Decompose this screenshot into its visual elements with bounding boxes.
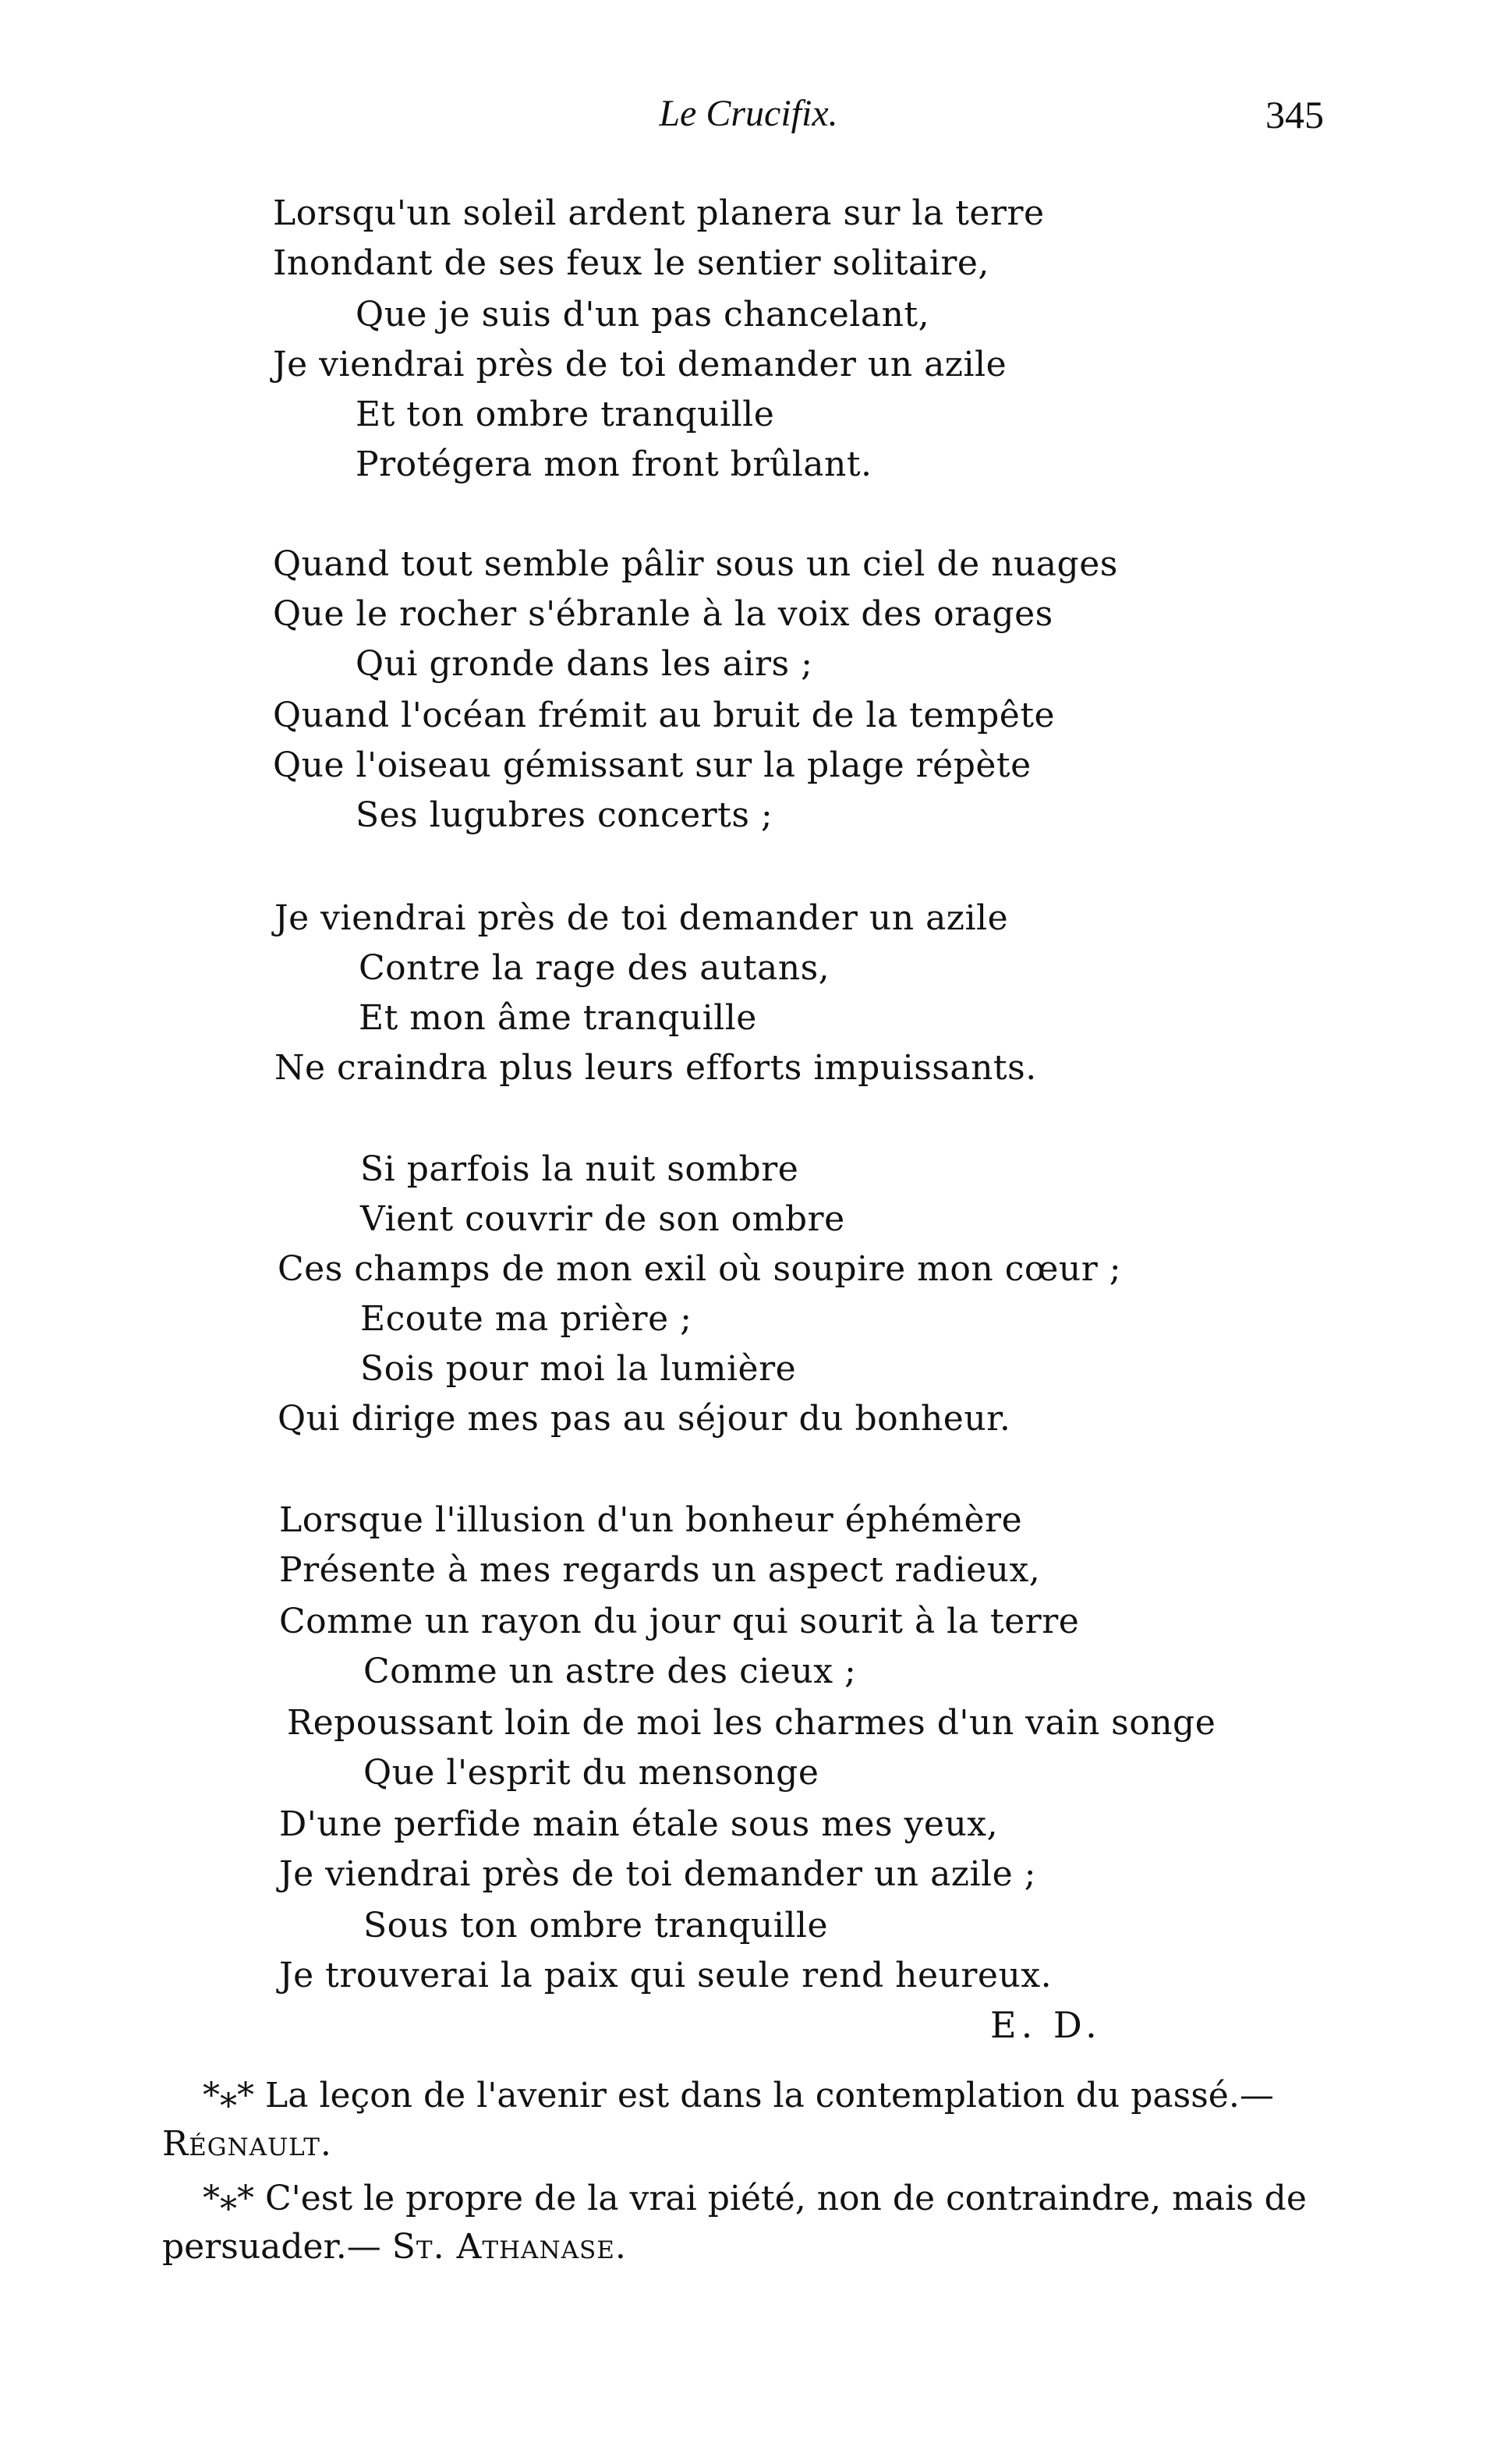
poem-line: Lorsque l'illusion d'un bonheur éphémère	[279, 1500, 1023, 1540]
poem-line: Que je suis d'un pas chancelant,	[356, 295, 930, 335]
poem-line: Ne craindra plus leurs efforts impuissants.	[274, 1048, 1037, 1088]
poem-line: Quand tout semble pâlir sous un ciel de nuages	[273, 544, 1118, 584]
poem-line: Et ton ombre tranquille	[356, 395, 775, 434]
poem-line: Je trouverai la paix qui seule rend heureux.	[279, 1956, 1053, 1995]
note-continuation	[162, 2224, 627, 2271]
poem-line: Que l'esprit du mensonge	[363, 1753, 819, 1793]
note-text: persuader.—	[162, 2227, 381, 2267]
poem-line: Ses lugubres concerts ;	[356, 795, 773, 835]
poem-line: Ces champs de mon exil où soupire mon cœur ;	[278, 1249, 1122, 1289]
poem-line: Sois pour moi la lumière	[360, 1349, 797, 1389]
poem-line: Protégera mon front brûlant.	[356, 444, 872, 484]
epigraph-note	[203, 2175, 1307, 2222]
poem-line: Je viendrai près de toi demander un azile ;	[279, 1854, 1036, 1894]
poem-line: Quand l'océan frémit au bruit de la tempête	[273, 696, 1056, 735]
note-text: C'est le propre de la vrai piété, non de contraindre, mais de	[265, 2179, 1307, 2218]
note-attribution: St. Athanase.	[391, 2227, 627, 2267]
running-title: Le Crucifix.	[659, 93, 838, 134]
poem-line: Si parfois la nuit sombre	[360, 1149, 799, 1189]
poem-signature: E. D.	[990, 2004, 1102, 2046]
poem-line: Sous ton ombre tranquille	[363, 1906, 829, 1945]
page-number: 345	[1265, 93, 1324, 136]
note-text: La leçon de l'avenir est dans la contemplation du passé.—	[265, 2076, 1274, 2115]
poem-line: Présente à mes regards un aspect radieux,	[279, 1550, 1041, 1590]
asterism: *⁎*	[203, 2076, 254, 2115]
poem-line: Et mon âme tranquille	[359, 998, 757, 1038]
poem-line: Vient couvrir de son ombre	[360, 1199, 845, 1239]
note-attribution: Régnault.	[162, 2124, 332, 2164]
poem-line: Lorsqu'un soleil ardent planera sur la terre	[273, 193, 1045, 233]
epigraph-note	[203, 2073, 1274, 2119]
poem-line: Repoussant loin de moi les charmes d'un vain songe	[287, 1703, 1216, 1743]
poem-line: Ecoute ma prière ;	[360, 1299, 692, 1339]
poem-line: Contre la rage des autans,	[359, 948, 830, 988]
asterism: *⁎*	[203, 2179, 254, 2218]
poem-line: Inondant de ses feux le sentier solitaire,	[273, 243, 989, 283]
poem-line: Comme un rayon du jour qui sourit à la terre	[279, 1602, 1080, 1641]
poem-line: Qui gronde dans les airs ;	[356, 644, 813, 684]
poem-line: Je viendrai près de toi demander un azile	[274, 898, 1009, 938]
poem-line: Que le rocher s'ébranle à la voix des orages	[273, 594, 1053, 634]
poem-line: Que l'oiseau gémissant sur la plage répète	[273, 745, 1032, 785]
poem-line: D'une perfide main étale sous mes yeux,	[279, 1804, 999, 1844]
poem-line: Comme un astre des cieux ;	[363, 1652, 857, 1691]
poem-line: Qui dirige mes pas au séjour du bonheur.	[278, 1399, 1011, 1439]
poem-line: Je viendrai près de toi demander un azile	[273, 345, 1007, 384]
